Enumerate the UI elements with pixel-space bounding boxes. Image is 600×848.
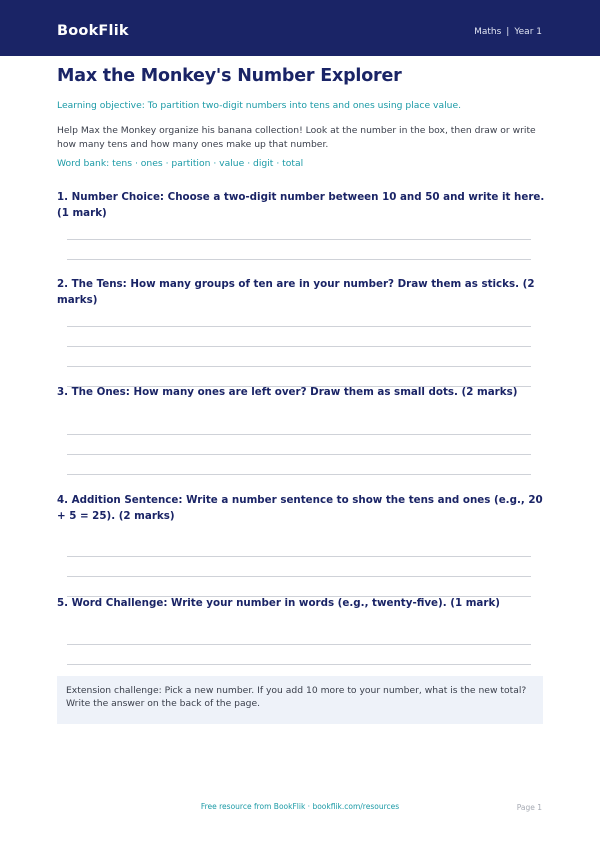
page-number: Page 1 [516, 803, 542, 812]
answer-line[interactable] [67, 259, 531, 260]
answer-line[interactable] [67, 474, 531, 475]
word-bank: Word bank: tens · ones · partition · value · digit · total [57, 158, 304, 169]
question-2: 2. The Tens: How many groups of ten are in your number? Draw them as sticks. (2 marks) [57, 278, 535, 306]
extension-box [57, 676, 543, 724]
answer-line[interactable] [67, 576, 531, 577]
header-meta [474, 27, 542, 37]
page-title: Max the Monkey's Number Explorer [57, 66, 402, 86]
brand-logo[interactable]: BookFlik [57, 23, 129, 39]
header-bar [0, 0, 600, 56]
extension-text: Extension challenge: Pick a new number. If you add 10 more to your number, what is the new total? Write the answer on the back of the page. [66, 685, 527, 709]
intro-text: Help Max the Monkey organize his banana collection! Look at the number in the box, then draw or write how many tens and how many ones make up that number. [57, 125, 536, 150]
answer-line[interactable] [67, 346, 531, 347]
question-4: 4. Addition Sentence: Write a number sentence to show the tens and ones (e.g., 20 + 5 = 25). (2 marks) [57, 494, 543, 522]
answer-line[interactable] [67, 239, 531, 240]
answer-line[interactable] [67, 556, 531, 557]
answer-line[interactable] [67, 644, 531, 645]
footer-link[interactable]: Free resource from BookFlik · bookflik.com/resources [200, 802, 400, 811]
answer-line[interactable] [67, 454, 531, 455]
question-3: 3. The Ones: How many ones are left over? Draw them as small dots. (2 marks) [57, 386, 518, 398]
learning-objective: Learning objective: To partition two-digit numbers into tens and ones using place value. [57, 100, 462, 111]
year-label: Year 1 [514, 27, 542, 37]
subject-label: Maths [474, 27, 502, 37]
meta-separator: | [506, 27, 510, 37]
answer-line[interactable] [67, 326, 531, 327]
question-5: 5. Word Challenge: Write your number in words (e.g., twenty-five). (1 mark) [57, 597, 501, 609]
answer-line[interactable] [67, 664, 531, 665]
question-1: 1. Number Choice: Choose a two-digit number between 10 and 50 and write it here. (1 mark) [57, 191, 545, 219]
answer-line[interactable] [67, 366, 531, 367]
answer-line[interactable] [67, 434, 531, 435]
